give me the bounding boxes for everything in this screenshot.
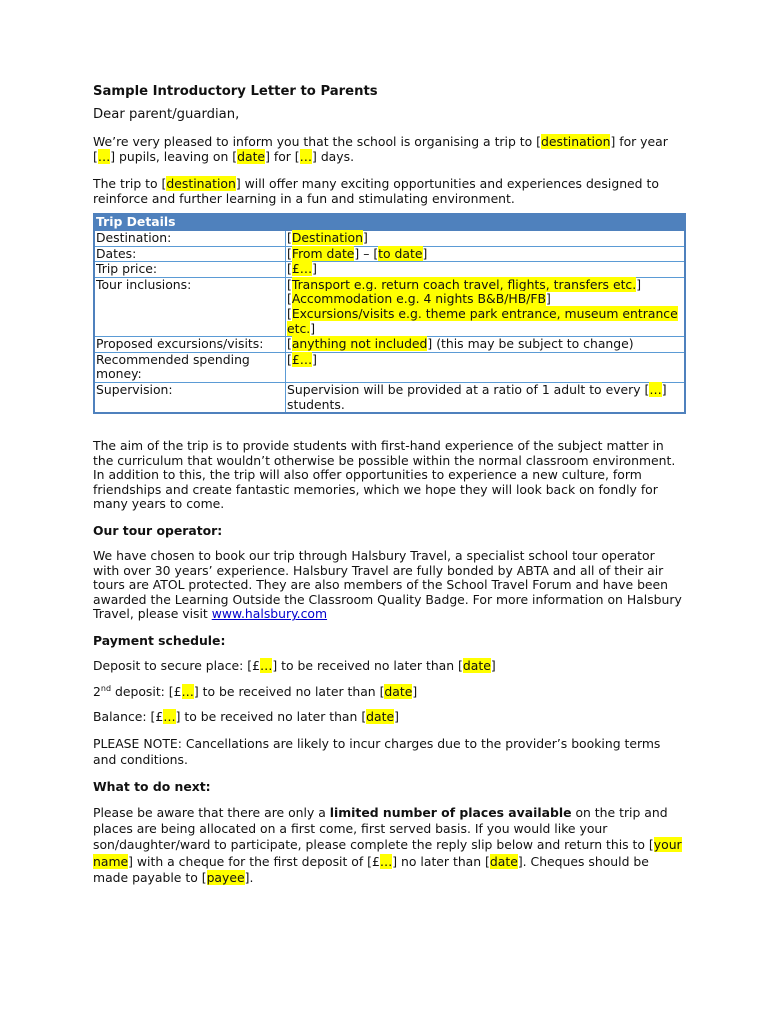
placeholder-year: … [97,148,111,164]
row-label: Dates: [94,246,286,262]
row-value: [anything not included] (this may be subject to change) [286,337,686,353]
trip-details-table [93,213,686,414]
greeting: Dear parent/guardian, [93,107,240,122]
row-value: [£…] [286,262,686,278]
table-row [94,352,685,382]
row-value: [£…] [286,352,686,382]
next-heading: What to do next: [93,778,211,794]
table-header-row [94,214,685,230]
letter-page [93,84,683,886]
cancellation-note: PLEASE NOTE: Cancellations are likely to incur charges due to the provider’s booking terms and conditions. [93,735,661,767]
row-label: Destination: [94,230,286,246]
second-deposit-line: 2nd deposit: [£…] to be received no later than [date] [93,683,418,699]
placeholder-destination: destination [166,176,236,192]
table-header: Trip Details [94,214,685,230]
row-value: Supervision will be provided at a ratio of 1 adult to every […] students. [286,382,686,413]
row-label: Proposed excursions/visits: [94,337,286,353]
placeholder-destination: destination [541,134,611,149]
row-value: [Transport e.g. return coach travel, flights, transfers etc.] [Accommodation e.g. 4 nights B&B/HB/FB] [Excursions/visits e.g. theme park entrance, museum entrance etc.] [286,277,686,336]
table-row [94,277,685,336]
table-row [94,230,685,246]
row-label: Tour inclusions: [94,277,286,336]
row-value: [Destination] [286,230,686,246]
row-label: Supervision: [94,382,286,413]
aim-paragraph: The aim of the trip is to provide students with first-hand experience of the subject matter in the curriculum that wouldn’t otherwise be possible within the normal classroom environment. In addition to this, the trip will also offer opportunities to experience a new culture, form friendships and create fantastic memories, which we hope they will look back on fondly for many years to come. [93,438,676,512]
placeholder-date: date [237,148,266,164]
deposit-line: Deposit to secure place: [£…] to be received no later than [date] [93,658,496,674]
letter-title: Sample Introductory Letter to Parents [93,84,378,99]
row-value: [From date] – [to date] [286,246,686,262]
placeholder-days: … [299,148,313,164]
table-row [94,337,685,353]
table-row [94,262,685,278]
next-paragraph: Please be aware that there are only a limited number of places available on the trip and places are being allocated on a first come, first served basis. If you would like your son/daughter/ward to participate, please complete the reply slip below and return this to [your name] with a cheque for the first deposit of [£…] no later than [date]. Cheques should be made payable to [payee]. [93,804,682,885]
row-label: Trip price: [94,262,286,278]
balance-line: Balance: [£…] to be received no later than [date] [93,709,399,725]
table-row [94,246,685,262]
operator-heading: Our tour operator: [93,523,223,539]
payment-heading: Payment schedule: [93,633,226,649]
halsbury-link[interactable]: www.halsbury.com [211,606,328,622]
intro-paragraph-1: We’re very pleased to inform you that the school is organising a trip to [destination] for year […] pupils, leaving on [date] for […] days. [93,134,668,164]
row-label: Recommended spending money: [94,352,286,382]
table-row [94,382,685,413]
intro-paragraph-2: The trip to [destination] will offer many exciting opportunities and experiences designed to reinforce and further learning in a fun and stimulating environment. [93,176,659,206]
operator-paragraph: We have chosen to book our trip through Halsbury Travel, a specialist school tour operator with over 30 years’ experience. Halsbury Travel are fully bonded by ABTA and all of their air tours are ATOL protected. They are also members of the School Travel Forum and have been awarded the Learning Outside the Classroom Quality Badge. For more information on Halsbury Travel, please visit www.halsbury.com [93,548,682,622]
